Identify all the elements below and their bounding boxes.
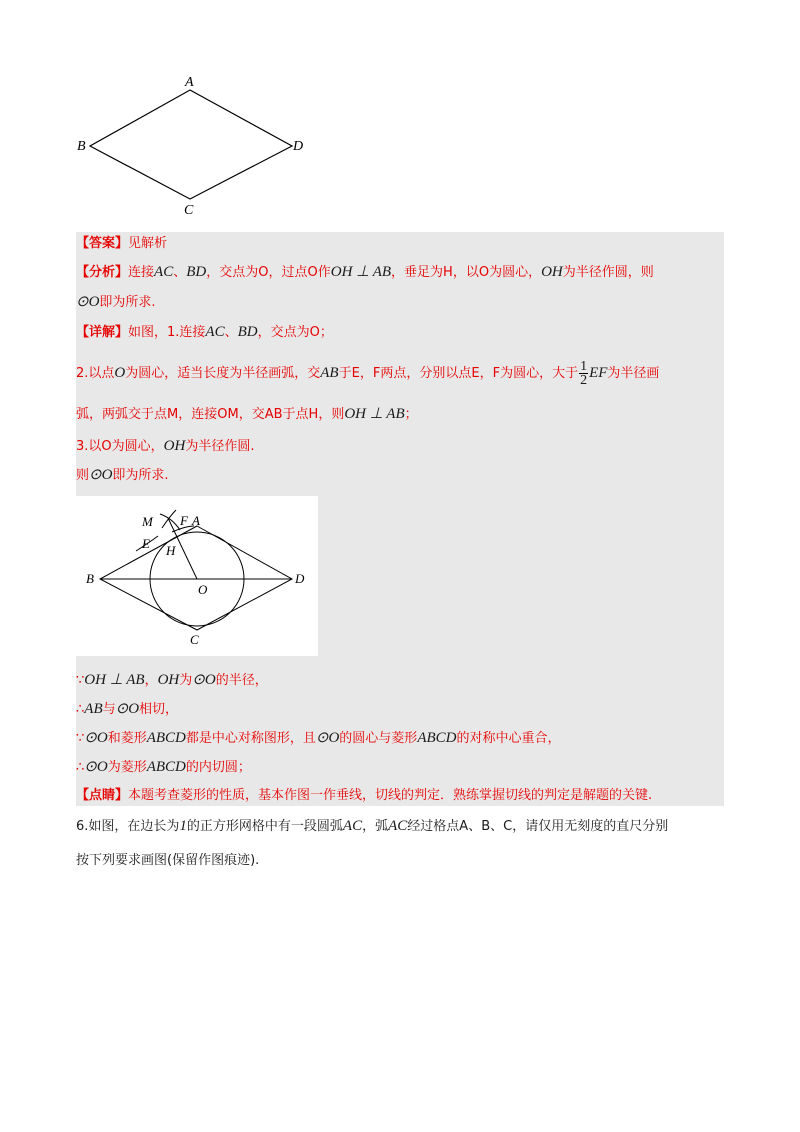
math-perpendicular: OH ⊥ AB (84, 672, 145, 688)
math-oh: OH (541, 264, 563, 280)
analysis-text: ，以 (452, 265, 479, 280)
math-ac: AC (154, 264, 174, 280)
answer-tag: 【答案】 (76, 236, 129, 251)
point-e: E (351, 366, 360, 381)
step-text: ； (404, 407, 418, 422)
step-text: 弧，两弧交于点 (76, 407, 168, 422)
rhombus-figure (70, 70, 320, 220)
step-text: 3.以 (76, 439, 102, 454)
rhombus-outline (90, 90, 292, 199)
segment-ab: AB (264, 407, 283, 422)
point-f: F (372, 366, 381, 381)
math-circle-o: ⊙O (84, 759, 108, 775)
math-ab: AB (320, 365, 339, 381)
label-b: B (77, 139, 86, 154)
point-c: C (503, 819, 513, 834)
analysis-text: 、 (173, 265, 187, 280)
point-h: H (443, 265, 453, 280)
proof-text: 相切， (139, 702, 179, 717)
math-circle-o: ⊙O (315, 730, 340, 746)
analysis-text: 即为所求. (99, 295, 156, 310)
label-b: B (86, 571, 94, 586)
math-circle-o: ⊙O (84, 730, 108, 746)
because-symbol: ∵ (76, 731, 85, 746)
comment-text: 本题考查菱形的性质，基本作图一作垂线，切线的判定．熟练掌握切线的判定是解题的关键. (128, 788, 653, 803)
point-o: O (478, 265, 490, 280)
step-text: 两点，分别以点 (380, 366, 472, 381)
analysis-text: 连接 (128, 265, 155, 280)
q6-text: 、 (468, 819, 482, 834)
proof-text: 与 (102, 702, 116, 717)
point-h: H (308, 407, 319, 422)
point-o: O (101, 439, 112, 454)
point-a: A (459, 819, 469, 834)
question6-line-1 (76, 816, 736, 837)
step-text: 2.以点 (76, 366, 115, 381)
fraction-numerator: 1 (580, 359, 588, 374)
math-ab: AB (84, 701, 103, 717)
step-text: ， (479, 366, 493, 381)
q6-text: 经过格点 (407, 819, 460, 834)
fraction-one-half (579, 360, 588, 387)
math-perpendicular: OH ⊥ AB (344, 406, 405, 422)
math-bd: BD (186, 264, 207, 280)
detail-text: 如图，1.连接 (128, 325, 206, 340)
analysis-text: ，过点 (268, 265, 308, 280)
math-abcd: ABCD (146, 730, 186, 746)
proof-text: 的半径， (215, 673, 268, 688)
analysis-text: 为半径作圆，则 (562, 265, 654, 280)
math-oh: OH (157, 672, 180, 688)
q6-text: 6.如图，在边长为 (76, 819, 180, 834)
math-o: O (114, 365, 126, 381)
math-circle-o: ⊙O (115, 701, 140, 717)
comment-line (76, 786, 652, 806)
proof-line-3 (76, 728, 561, 749)
step-text: 为半径作圆. (185, 439, 255, 454)
math-bd: BD (237, 324, 258, 340)
answer-line (76, 234, 167, 254)
q6-text: ，请仅用无刻度的直尺分别 (512, 819, 669, 834)
math-one: 1 (179, 818, 187, 834)
proof-text: 和菱形 (107, 731, 147, 746)
segment-om: OM (217, 407, 239, 422)
math-ac: AC (342, 818, 363, 834)
label-c: C (184, 203, 194, 218)
therefore-symbol: ∴ (76, 702, 85, 717)
step-text: 于 (338, 366, 352, 381)
analysis-text: ，交点为 (206, 265, 259, 280)
conclusion-line (76, 465, 169, 486)
detail-tag: 【详解】 (76, 325, 129, 340)
answer-text: 见解析 (128, 236, 168, 251)
step2-line-2 (76, 404, 418, 425)
step-text: 为半径画 (607, 366, 660, 381)
construction-figure (76, 496, 318, 656)
step-text: 为圆心，大于 (500, 366, 579, 381)
point-m: M (167, 407, 179, 422)
proof-text: ， (144, 673, 158, 688)
analysis-tag: 【分析】 (76, 265, 129, 280)
analysis-text: ，垂足为 (391, 265, 444, 280)
math-abcd: ABCD (417, 730, 457, 746)
step-text: 为圆心，适当长度为半径画弧，交 (125, 366, 321, 381)
proof-text: 的内切圆； (185, 760, 251, 775)
math-circle-o: ⊙O (192, 672, 216, 688)
analysis-line-1 (76, 262, 654, 283)
q6-text: 、 (490, 819, 504, 834)
step3-line (76, 436, 254, 457)
point-o: O (307, 265, 318, 280)
label-h: H (166, 543, 176, 558)
proof-text: 为 (179, 673, 193, 688)
step-text: 为圆心， (111, 439, 164, 454)
proof-line-4 (76, 757, 251, 778)
math-oh: OH (163, 438, 186, 454)
step-text: 于点 (282, 407, 309, 422)
math-perpendicular: OH ⊥ AB (330, 264, 392, 280)
analysis-line-2 (76, 292, 156, 313)
step-text: ，则 (318, 407, 345, 422)
label-c: C (190, 632, 199, 647)
label-d: D (295, 571, 305, 586)
proof-text: 的圆心与菱形 (339, 731, 418, 746)
math-abcd: ABCD (146, 759, 186, 775)
point-o: O (258, 265, 269, 280)
construction-svg (76, 496, 318, 656)
step2-line-1 (76, 356, 659, 391)
step-text: ， (359, 366, 373, 381)
point-o: O (309, 325, 320, 340)
fraction-denominator: 2 (580, 373, 588, 388)
math-ac: AC (205, 324, 225, 340)
label-a: A (192, 513, 200, 528)
point-b: B (481, 819, 491, 834)
detail-text: ，交点为 (257, 325, 310, 340)
proof-line-2 (76, 699, 178, 720)
point-f: F (492, 366, 501, 381)
detail-line-1 (76, 322, 333, 343)
math-circle-o: ⊙O (89, 467, 113, 483)
analysis-text: 为圆心， (489, 265, 542, 280)
comment-tag: 【点睛】 (76, 788, 129, 803)
proof-text: 的对称中心重合， (456, 731, 561, 746)
proof-text: 都是中心对称图形，且 (185, 731, 316, 746)
proof-line-1 (76, 670, 268, 691)
label-a: A (185, 75, 194, 90)
analysis-text: 作 (317, 265, 331, 280)
proof-text: 为菱形 (107, 760, 147, 775)
detail-text: 、 (224, 325, 238, 340)
label-d: D (293, 139, 304, 154)
math-ac: AC (388, 818, 408, 834)
question6-line-2: 按下列要求画图(保留作图痕迹). (76, 853, 260, 868)
label-o: O (198, 582, 208, 597)
because-symbol: ∵ (76, 673, 85, 688)
step-text: 则 (76, 468, 90, 483)
step-text: ，交 (238, 407, 265, 422)
label-m: M (142, 514, 153, 529)
detail-text: ； (319, 325, 333, 340)
label-f: F (180, 513, 188, 528)
therefore-symbol: ∴ (76, 760, 85, 775)
math-circle-o: ⊙O (76, 294, 100, 310)
step-text: ，连接 (178, 407, 218, 422)
math-ef: EF (589, 365, 608, 381)
label-e: E (142, 536, 150, 551)
point-e: E (471, 366, 480, 381)
q6-text: ，弧 (362, 819, 389, 834)
q6-text: 的正方形网格中有一段圆弧 (186, 819, 343, 834)
step-text: 即为所求. (112, 468, 169, 483)
